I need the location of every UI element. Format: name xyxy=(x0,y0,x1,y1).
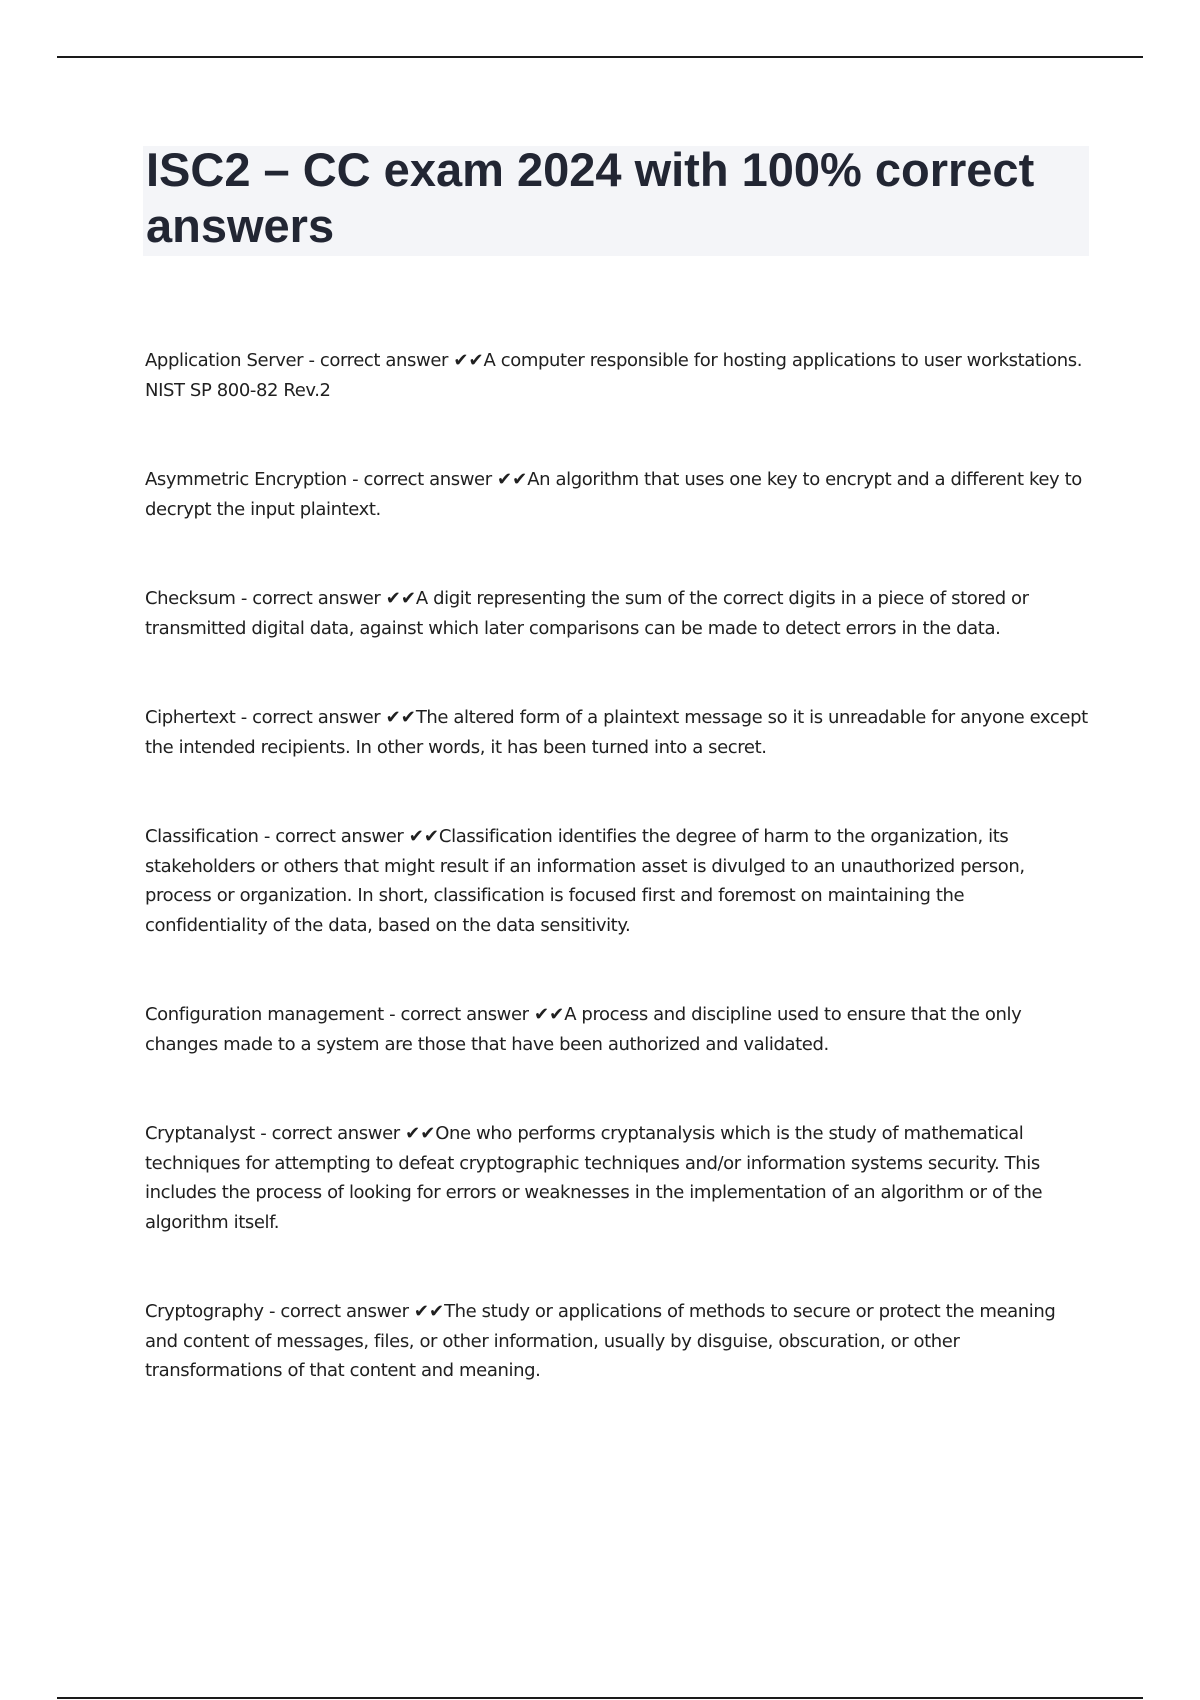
list-item xyxy=(145,1000,1090,1059)
entry-answer-marker: - correct answer xyxy=(254,1123,406,1144)
entry-definition: A computer responsible for hosting applications to user workstations. NIST SP 800-82 Rev.2 xyxy=(145,350,1083,401)
double-check-icon: ✔✔ xyxy=(385,588,416,609)
entry-answer-marker: - correct answer xyxy=(235,588,386,609)
double-check-icon: ✔✔ xyxy=(453,350,484,371)
flashcard-list xyxy=(145,346,1090,1446)
list-item xyxy=(145,703,1090,762)
list-item xyxy=(145,1119,1090,1237)
top-divider xyxy=(57,56,1143,58)
document-title: ISC2 – CC exam 2024 with 100% correct answers xyxy=(146,143,1035,252)
entry-definition: A digit representing the sum of the correct digits in a piece of stored or transmitted digital data, against which later comparisons can be made to detect errors in the data. xyxy=(145,588,1029,639)
list-item xyxy=(145,822,1090,940)
entry-term: Cryptanalyst xyxy=(145,1123,255,1144)
entry-definition: An algorithm that uses one key to encrypt and a different key to decrypt the input plaintext. xyxy=(145,469,1082,520)
entry-answer-marker: - correct answer xyxy=(346,469,498,490)
entry-answer-marker: - correct answer xyxy=(263,1301,414,1322)
bottom-divider xyxy=(57,1697,1143,1699)
list-item xyxy=(145,1297,1090,1386)
entry-answer-marker: - correct answer xyxy=(258,826,409,847)
list-item xyxy=(145,465,1090,524)
double-check-icon: ✔✔ xyxy=(405,1123,436,1144)
entry-definition: The study or applications of methods to secure or protect the meaning and content of messages, files, or other information, usually by disguise, obscuration, or other transformations of that content and meaning. xyxy=(145,1301,1056,1381)
entry-definition: The altered form of a plaintext message so it is unreadable for anyone except the intended recipients. In other words, it has been turned into a secret. xyxy=(145,707,1088,758)
entry-definition: One who performs cryptanalysis which is the study of mathematical techniques for attempting to defeat cryptographic techniques and/or information systems security. This includes the process of looking for errors or weaknesses in the implementation of an algorithm or of the algorithm itself. xyxy=(145,1123,1043,1233)
entry-term: Classification xyxy=(145,826,259,847)
entry-definition: A process and discipline used to ensure that the only changes made to a system are those that have been authorized and validated. xyxy=(145,1004,1022,1055)
entry-definition: Classification identifies the degree of harm to the organization, its stakeholders or others that might result if an information asset is divulged to an unauthorized person, process or organization. In short, classification is focused first and foremost on maintaining the confidentiality of the data, based on the data sensitivity. xyxy=(145,826,1025,936)
double-check-icon: ✔✔ xyxy=(408,826,439,847)
list-item xyxy=(145,584,1090,643)
entry-term: Ciphertext xyxy=(145,707,236,728)
entry-answer-marker: - correct answer xyxy=(235,707,386,728)
list-item xyxy=(145,346,1090,405)
entry-term: Checksum xyxy=(145,588,236,609)
entry-answer-marker: - correct answer xyxy=(383,1004,535,1025)
double-check-icon: ✔✔ xyxy=(413,1301,445,1322)
entry-term: Configuration management xyxy=(145,1004,384,1025)
entry-term: Application Server xyxy=(145,350,304,371)
double-check-icon: ✔✔ xyxy=(534,1004,565,1025)
double-check-icon: ✔✔ xyxy=(385,707,416,728)
entry-answer-marker: - correct answer xyxy=(303,350,454,371)
entry-term: Cryptography xyxy=(145,1301,264,1322)
double-check-icon: ✔✔ xyxy=(497,469,528,490)
entry-term: Asymmetric Encryption xyxy=(145,469,347,490)
